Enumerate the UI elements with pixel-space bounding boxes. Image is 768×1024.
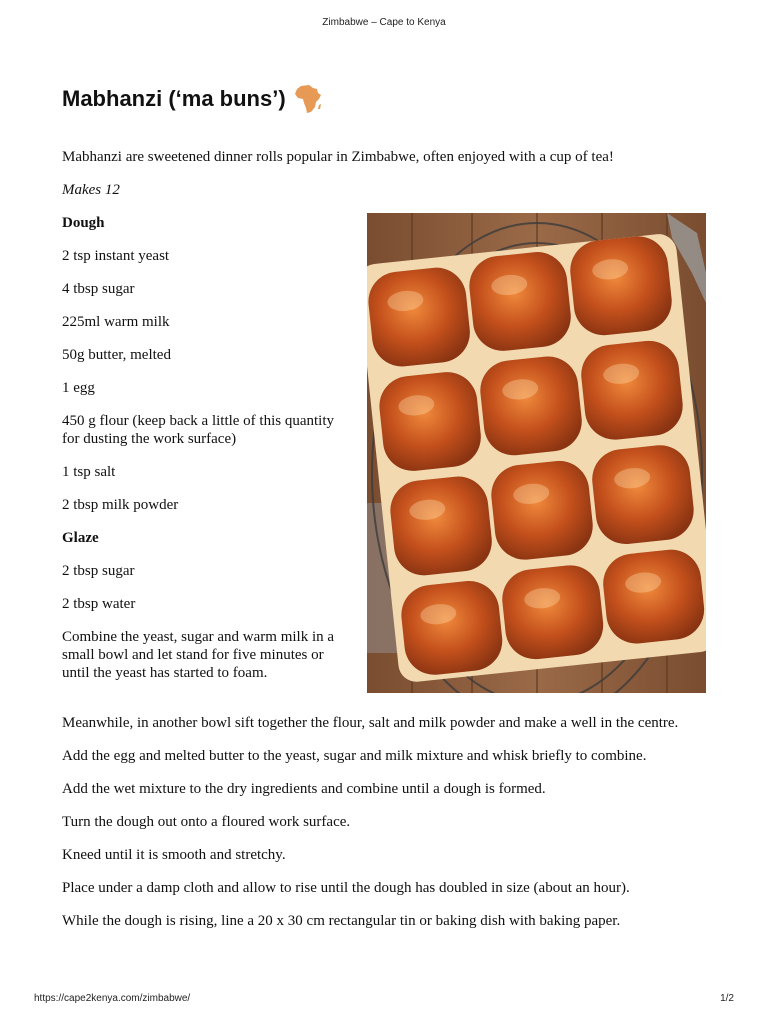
ingredient-item: 2 tsp instant yeast <box>62 248 170 264</box>
method-step: Kneed until it is smooth and stretchy. <box>62 847 286 863</box>
ingredient-item: 4 tbsp sugar <box>62 281 135 297</box>
ingredient-item: 225ml warm milk <box>62 314 170 330</box>
method-step: Add the wet mixture to the dry ingredients and combine until a dough is formed. <box>62 781 546 797</box>
ingredient-item: 1 tsp salt <box>62 464 116 480</box>
intro-text: Mabhanzi are sweetened dinner rolls popular in Zimbabwe, often enjoyed with a cup of tea! <box>62 149 614 165</box>
method-step: While the dough is rising, line a 20 x 30 cm rectangular tin or baking dish with baking paper. <box>62 913 621 929</box>
page-header: Zimbabwe – Cape to Kenya <box>322 17 446 28</box>
buns-illustration <box>367 213 706 693</box>
method-step: Combine the yeast, sugar and warm milk in a small bowl and let stand for five minutes or until the yeast has started to foam. <box>62 629 335 681</box>
footer-url[interactable]: https://cape2kenya.com/zimbabwe/ <box>34 993 191 1004</box>
glaze-heading: Glaze <box>62 530 99 546</box>
dough-heading: Dough <box>62 215 105 231</box>
method-step: Turn the dough out onto a floured work surface. <box>62 814 351 830</box>
ingredient-item: 50g butter, melted <box>62 347 171 363</box>
yield-text: Makes 12 <box>62 182 120 198</box>
method-step: Place under a damp cloth and allow to rise until the dough has doubled in size (about an hour). <box>62 880 630 896</box>
method-step: Add the egg and melted butter to the yeast, sugar and milk mixture and whisk briefly to combine. <box>62 748 647 764</box>
ingredient-item: 450 g flour (keep back a little of this quantity for dusting the work surface) <box>62 413 335 447</box>
page-number: 1/2 <box>720 993 734 1004</box>
method-steps <box>62 714 712 945</box>
title-row <box>62 84 322 114</box>
africa-map-icon <box>294 84 322 114</box>
page-title: Mabhanzi (‘ma buns’) <box>62 86 286 111</box>
buns-photo <box>367 213 706 693</box>
glaze-item: 2 tbsp water <box>62 596 136 612</box>
ingredient-item: 1 egg <box>62 380 95 396</box>
method-step: Meanwhile, in another bowl sift together the flour, salt and milk powder and make a well in the centre. <box>62 715 679 731</box>
ingredient-item: 2 tbsp milk powder <box>62 497 179 513</box>
ingredients-column <box>62 214 352 697</box>
glaze-item: 2 tbsp sugar <box>62 563 135 579</box>
